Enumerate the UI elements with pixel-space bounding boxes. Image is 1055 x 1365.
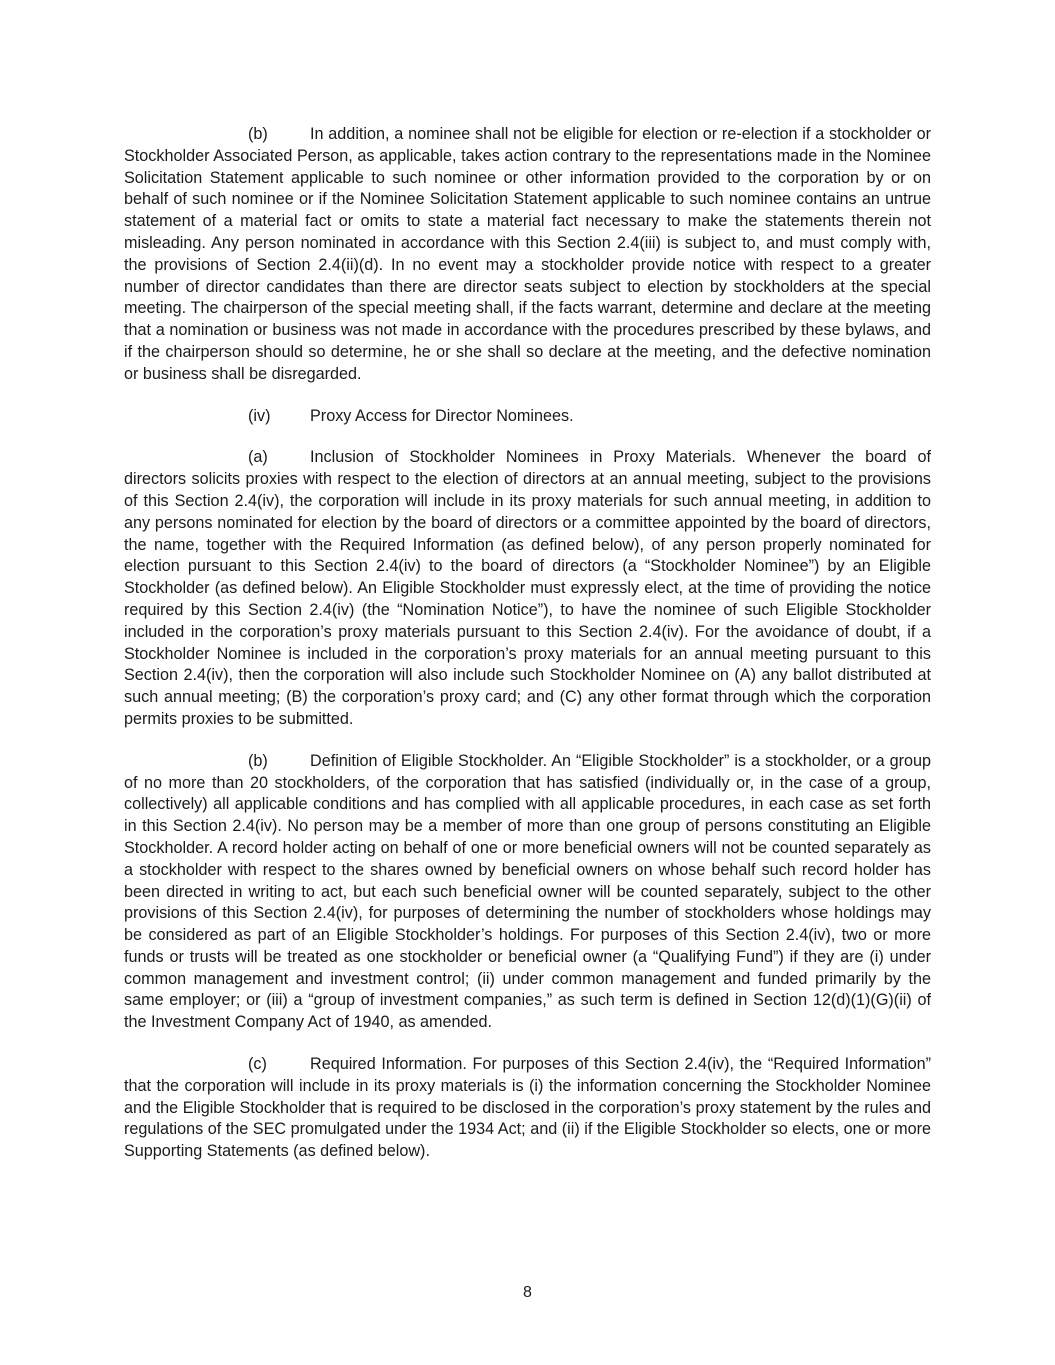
- paragraph-marker: (a): [248, 448, 268, 467]
- paragraph-b-nominee-eligibility: [124, 124, 931, 386]
- paragraph-text: Inclusion of Stockholder Nominees in Proxy Materials. Whenever the board of directors solicits proxies with respect to the election of directors at an annual meeting, subject to the provisions of this Section 2.4(iv), the corporation will include in its proxy materials for such annual meeting, in addition to any persons nominated for election by the board of directors or a committee appointed by the board of directors, the name, together with the Required Information (as defined below), of any person properly nominated for election pursuant to this Section 2.4(iv) to the board of directors (a “Stockholder Nominee”) by an Eligible Stockholder (as defined below). An Eligible Stockholder must expressly elect, at the time of providing the notice required by this Section 2.4(iv) (the “Nomination Notice”), to have the nominee of such Eligible Stockholder included in the corporation’s proxy materials pursuant to this Section 2.4(iv). For the avoidance of doubt, if a Stockholder Nominee is included in the corporation’s proxy materials for an annual meeting pursuant to this Section 2.4(iv), then the corporation will also include such Stockholder Nominee on (A) any ballot distributed at such annual meeting; (B) the corporation’s proxy card; and (C) any other format through which the corporation permits proxies to be submitted.: [124, 448, 931, 728]
- section-marker: (iv): [248, 406, 271, 425]
- paragraph-b-eligible-stockholder: [124, 751, 931, 1034]
- document-body: [124, 124, 931, 1183]
- section-heading-iv: [124, 406, 931, 428]
- paragraph-marker: (b): [248, 125, 268, 143]
- paragraph-a-inclusion: [124, 447, 931, 730]
- paragraph-marker: (c): [248, 1055, 267, 1074]
- paragraph-marker: (b): [248, 751, 268, 770]
- paragraph-text: Required Information. For purposes of this Section 2.4(iv), the “Required Information” that the corporation will include in its proxy materials is (i) the information concerning the Stockholder Nominee and the Eligible Stockholder that is required to be disclosed in the corporation’s proxy statement by the rules and regulations of the SEC promulgated under the 1934 Act; and (ii) if the Eligible Stockholder so elects, one or more Supporting Statements (as defined below).: [124, 1055, 931, 1161]
- section-title: Proxy Access for Director Nominees.: [310, 406, 574, 425]
- paragraph-text: In addition, a nominee shall not be eligible for election or re-election if a stockholder or Stockholder Associated Person, as applicable, takes action contrary to the representations made in the Nominee Solicitation Statement applicable to such nominee or other information provided to the corporation by or on behalf of such nominee or if the Nominee Solicitation Statement applicable to such nominee contains an untrue statement of a material fact or omits to state a material fact necessary to make the statements therein not misleading. Any person nominated in accordance with this Section 2.4(iii) is subject to, and must comply with, the provisions of Section 2.4(ii)(d). In no event may a stockholder provide notice with respect to a greater number of director candidates than there are director seats subject to election by stockholders at the special meeting. The chairperson of the special meeting shall, if the facts warrant, determine and declare at the meeting that a nomination or business was not made in accordance with the procedures prescribed by these bylaws, and if the chairperson should so determine, he or she shall so declare at the meeting, and the defective nomination or business shall be disregarded.: [124, 125, 931, 383]
- page-number: 8: [523, 1284, 532, 1301]
- paragraph-text: Definition of Eligible Stockholder. An “Eligible Stockholder” is a stockholder, or a group of no more than 20 stockholders, of the corporation that has satisfied (individually or, in the case of a group, collectively) all applicable conditions and has complied with all applicable procedures, in each case as set forth in this Section 2.4(iv). No person may be a member of more than one group of persons constituting an Eligible Stockholder. A record holder acting on behalf of one or more beneficial owners will not be counted separately as a stockholder with respect to the shares owned by beneficial owners on whose behalf such record holder has been directed in writing to act, but each such beneficial owner will be counted separately, subject to the other provisions of this Section 2.4(iv), for purposes of determining the number of stockholders whose holdings may be considered as part of an Eligible Stockholder’s holdings. For purposes of this Section 2.4(iv), two or more funds or trusts will be treated as one stockholder or beneficial owner (a “Qualifying Fund”) if they are (i) under common management and investment control; (ii) under common management and funded primarily by the same employer; or (iii) a “group of investment companies,” as such term is defined in Section 12(d)(1)(G)(ii) of the Investment Company Act of 1940, as amended.: [124, 751, 931, 1032]
- paragraph-c-required-information: [124, 1054, 931, 1163]
